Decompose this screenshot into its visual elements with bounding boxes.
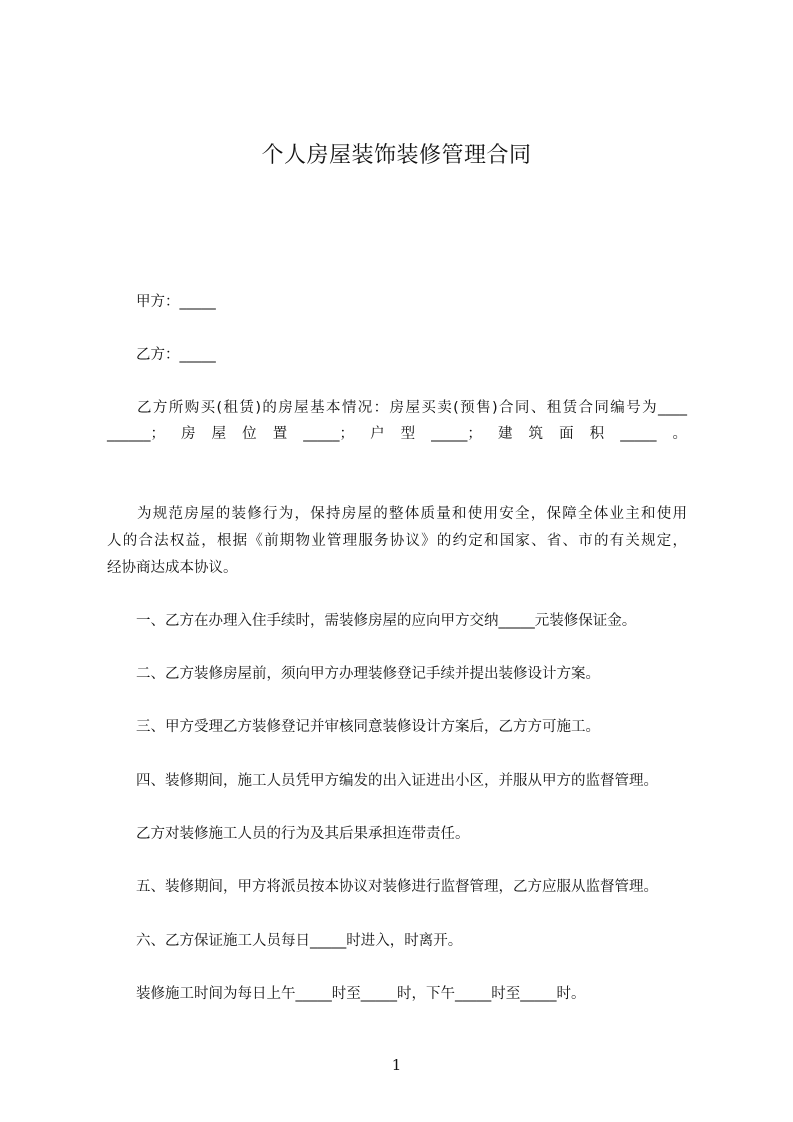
- clause-3: 三、甲方受理乙方装修登记并审核同意装修设计方案后，乙方方可施工。: [136, 719, 600, 735]
- party-a-line: 甲方：_____: [136, 294, 216, 310]
- preamble-line-2: 人的合法权益，根据《前期物业管理服务协议》的约定和国家、省、市的有关规定，: [107, 533, 687, 549]
- property-info-line-2: ______；房屋位置_____；户型_____；建筑面积_____。: [107, 426, 687, 442]
- preamble-line-3: 经协商达成本协议。: [107, 560, 238, 576]
- clause-2: 二、乙方装修房屋前，须向甲方办理装修登记手续并提出装修设计方案。: [136, 666, 600, 682]
- page-number: 1: [391, 1056, 402, 1074]
- preamble-line-1: 为规范房屋的装修行为，保持房屋的整体质量和使用安全，保障全体业主和使用: [137, 506, 687, 522]
- clause-6: 六、乙方保证施工人员每日_____时进入，时离开。: [136, 933, 463, 949]
- clause-5: 五、装修期间，甲方将派员按本协议对装修进行监督管理，乙方应服从监督管理。: [136, 879, 658, 895]
- property-info-line-1: 乙方所购买(租赁)的房屋基本情况：房屋买卖(预售)合同、租赁合同编号为____: [137, 400, 687, 416]
- clause-6-note: 装修施工时间为每日上午_____时至_____时，下午_____时至_____时。: [136, 986, 586, 1002]
- property-info-paragraph: [107, 398, 687, 444]
- preamble-paragraph: [107, 504, 687, 578]
- party-b-line: 乙方：_____: [136, 347, 216, 363]
- clause-4-note: 乙方对装修施工人员的行为及其后果承担连带责任。: [136, 826, 470, 842]
- clause-4: 四、装修期间，施工人员凭甲方编发的出入证进出小区，并服从甲方的监督管理。: [136, 773, 658, 789]
- document-title: 个人房屋装饰装修管理合同: [261, 143, 532, 168]
- clause-1: 一、乙方在办理入住手续时，需装修房屋的应向甲方交纳_____元装修保证金。: [136, 613, 637, 629]
